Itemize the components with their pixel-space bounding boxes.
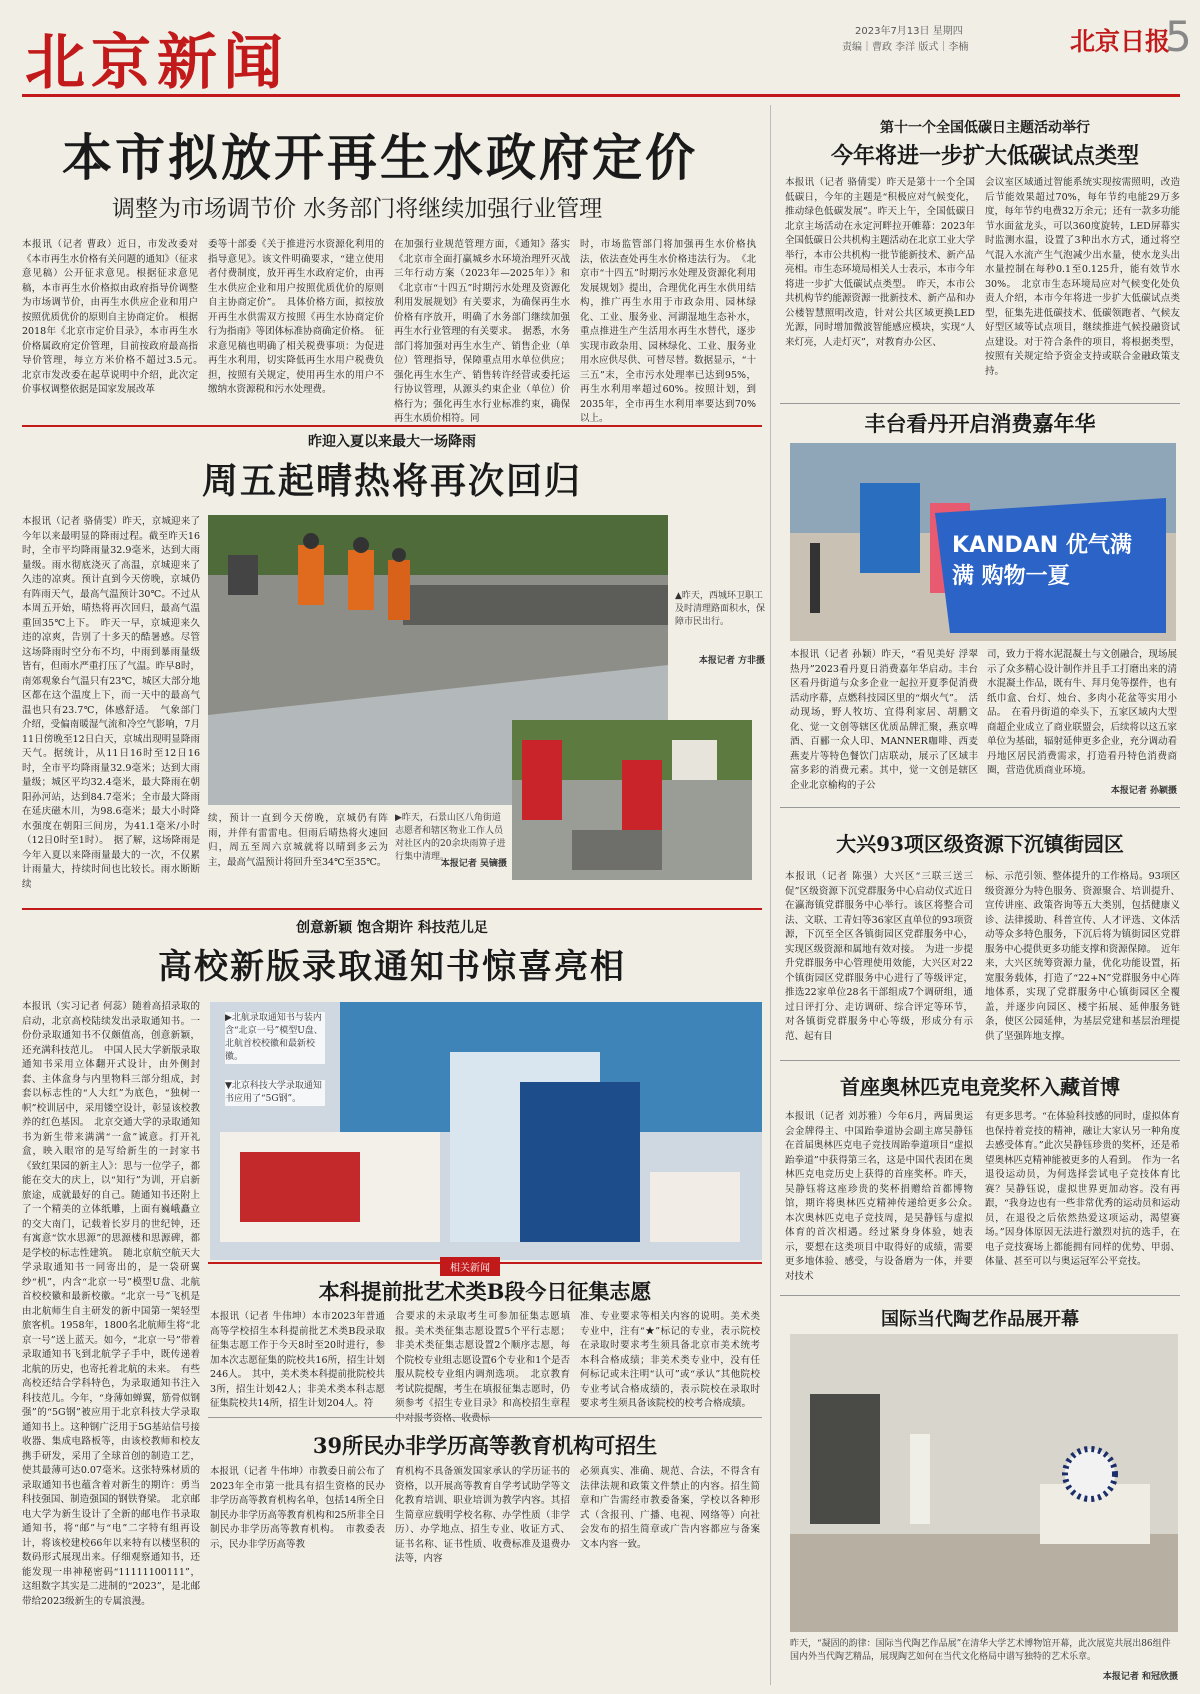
masthead-date: 2023年7月13日 星期四 bbox=[855, 26, 963, 37]
private-col-1: 本报讯（记者 牛伟坤）市教委日前公布了2023年全市第一批具有招生资格的民办非学历高等教育机构名单，包括14所全日制民办非学历高等教育机构和25所非全日制民办非学历高等教育机构。 市教委表示，民办非学历高等教 bbox=[210, 1466, 385, 1550]
masthead-editors: 责编｜曹政 李洋 版式｜李楠 bbox=[842, 42, 969, 53]
daxing-headline: 大兴93项区级资源下沉镇街园区 bbox=[836, 832, 1124, 856]
ceramic-headline: 国际当代陶艺作品展开幕 bbox=[881, 1309, 1079, 1330]
rain-caption-1: ▲昨天，西城环卫职工及时清理路面积水，保障市民出行。 bbox=[675, 591, 766, 627]
daxing-col-2: 标、示范引领、整体提升的工作格局。93项区级资源分为特色服务、资源聚合、培训提升、宣传讲座、政策咨询等五大类别，包括健康义诊、法律援助、科普宣传、人才评选、文体活动等众多特色服务，下沉后将为镇街园区党群服务中心提供更多功能支撑和资源保障。 近年来，大兴区统筹资源力量，优化功能设置，拓宽服务载体，打造了“22+N”党群服务中心阵地体系，实现了党群服务中心镇街园区全覆盖，并逐步向园区、楼宇拓展、延伸服务链条，使区公园延伸，为基层党建和基层治理提供了坚强阵地支撑。 bbox=[985, 871, 1180, 1042]
rain-credit-2: 本报记者 吴镝摄 bbox=[440, 859, 507, 869]
fengtai-photo-text: KANDAN 优气满满 购物一夏 bbox=[952, 533, 1132, 589]
art-headline: 本科提前批艺术类B段今日征集志愿 bbox=[318, 1279, 652, 1304]
admission-kicker: 创意新颖 饱含期许 科技范儿足 bbox=[296, 920, 488, 936]
rain-col-2: 续，预计一直到今天傍晚，京城仍有阵雨，并伴有雷雷电。但雨后晴热将火速回归，周五至周六京城就将以晴到多云为主，最高气温预计将回升至34℃至35℃。 bbox=[208, 813, 388, 868]
fengtai-col-2: 司，致力于将水泥混凝土与文创融合，现场展示了众多精心设计制作并且手工打磨出来的清水混凝土作品，既有牛、拜月兔等摆件，也有纸巾盒、台灯、烛台、多肉小花盆等实用小品。 在看丹街道的牵头下，五家区域内大型商超企业成立了商业联盟会，后续将以这五家单位为基础，辐射延伸更多企业，充分调动看丹地区居民消费需求，打造看丹特色消费商圈，营造优质商业环境。 bbox=[987, 649, 1178, 776]
fengtai-col-1: 本报讯（记者 孙颖）昨天，“看见美好 浮翠热丹”2023看丹夏日消费嘉年华启动。丰台区看丹街道与众多企业一起拉开夏季促消费活动序幕，点燃科技园区里的“烟火气”。 活动现场，野人牧坊、宜得利家居、胡鹏文化、觉一文创等辖区优质品牌汇聚，燕京啤酒、百郦一众人印、MANNER咖啡、西麦燕麦片等特色餐饮门店联动，展示了区域丰富多彩的消费元素。其中，觉一文创是辖区企业北京榆构的子公 bbox=[790, 649, 978, 791]
admission-caption-2: ▼北京科技大学录取通知书应用了“5G钢”。 bbox=[225, 1080, 325, 1106]
daxing-col-1: 本报讯（记者 陈强）大兴区“三联三送三促”区级资源下沉党群服务中心启动仪式近日在瀛海镇党群服务中心举行。该区将整合司法、文联、工青妇等36家区直单位的93项资源，下沉至全区各镇街园区党群服务中心，实现区级资源和属地有效对接。 为进一步提升党群服务中心管理使用效能，大兴区对22个镇街园区党群服务中心进行了等级评定，推选22家单位28名干部组成7个调研组，通过日评打分、走访调研、综合评定等环节，对各镇街党群服务中心等级，形成分有示范、起有目 bbox=[785, 871, 973, 1042]
olympic-col-2: 有更多思考。“在体验科技感的同时，虚拟体育也保持着竞技的精神，融让大家认另一种角度去感受体育。”此次吴静钰珍贵的奖杯，还是希望奥林匹克精神能被更多的人看到。 作为一名退役运动员，为何选择尝试电子竞技体育比赛？吴静钰说，虚拟世界更加动容。没有再跟，“我身边也有一些非常优秀的运动员和运动员，在退役之后依然热爱这项运动，渴望赛场。”因身体原因无法进行激烈对抗的选手，在电子竞技赛场上都能拥有同样的优势、甲弱、体量、甚至可以与奥运冠军公平竞技。 bbox=[985, 1111, 1180, 1267]
rain-caption-2: ▶昨天，石景山区八角街道志愿者和辖区物业工作人员对社区内的20余块雨箅子进行集中清理。 bbox=[395, 813, 506, 862]
olympic-headline: 首座奥林匹克电竞奖杯入藏首博 bbox=[840, 1075, 1120, 1099]
art-col-2: 合要求的未录取考生可参加征集志愿填报。美术类征集志愿设置5个平行志愿；非美术类征集志愿设置2个顺序志愿，每个院校专业组志愿设置6个专业和1个是否服从院校专业组内调剂选项。 北京教育考试院提醒，考生在填报征集志愿时，仍须参考《招生专业目录》和高校招生章程中对报考资格、收费标 bbox=[395, 1311, 570, 1424]
art-col-1: 本报讯（记者 牛伟坤）本市2023年普通高等学校招生本科提前批艺术类B段录取征集志愿工作于今天8时至20时进行，参加本次志愿征集的院校共16所，招生计划246人。 其中，美术类本科提前批院校共3所，招生计划42人；非美术类本科志愿征集院校共14所，招生计划204人。符 bbox=[210, 1311, 385, 1409]
ceramic-photo bbox=[790, 1334, 1178, 1632]
divider bbox=[780, 403, 1180, 404]
private-col-3: 必须真实、准确、规范、合法，不得含有法律法规和政策文件禁止的内容。招生简章和广告需经市教委备案，学校以各种形式（含报刊、广播、电视、网络等）向社会发布的招生简章或广告内容都应与备案文本内容一致。 bbox=[580, 1466, 760, 1550]
rain-headline: 周五起晴热将再次回归 bbox=[201, 460, 582, 502]
admission-rule bbox=[22, 908, 762, 910]
page-number: 5 bbox=[1165, 12, 1192, 61]
masthead-rule bbox=[22, 94, 1180, 97]
lowcarbon-headline: 今年将进一步扩大低碳试点类型 bbox=[830, 143, 1139, 169]
divider bbox=[780, 1060, 1180, 1061]
lead-col-1: 本报讯（记者 曹政）近日，市发改委对《本市再生水价格有关问题的通知》（征求意见稿）公开征求意见。根据征求意见稿，本市再生水价格拟由政府指导价调整为市场调节价，由再生水供应企业和用户按照优质优价的原则自主协商定价。 根据2018年《北京市定价目录》，本市再生水价格属政府定价管理，目前按政府最高指导价管理，每立方米价格不超过3.5元。 北京市发改委在起草说明中介绍，此次定价事权调整依据是国家发展改革 bbox=[22, 239, 208, 395]
ceramic-caption: 昨天，“凝固的韵律：国际当代陶艺作品展”在清华大学艺术博物馆开幕，此次展览共展出86组件国内外当代陶艺精品，展现陶艺如何在当代文化格局中谱写独特的艺术乐章。 bbox=[790, 1639, 1171, 1662]
paper-logo: 北京日报 bbox=[1070, 27, 1171, 56]
masthead-title: 北京新闻 bbox=[25, 28, 289, 98]
lowcarbon-kicker: 第十一个全国低碳日主题活动举行 bbox=[880, 120, 1090, 136]
lead-col-2: 委等十部委《关于推进污水资源化利用的指导意见》。该文件明确要求，“建立使用者付费制度，放开再生水政府定价，由再生水供应企业和用户按照优质优价的原则自主协商定价”。 具体价格方面，拟按放开再生水供需双方按照《再生水协商定价行为指南》等团体标准协商确定价格。 征求意见稿也明确了相关税费事项：为促进再生水利用，切实降低再生水用户税费负担，按照有关规定，使用再生水的用户不缴纳水资源税和污水处理费。 bbox=[208, 239, 384, 395]
admission-headline: 高校新版录取通知书惊喜亮相 bbox=[158, 947, 626, 987]
lead-headline: 本市拟放开再生水政府定价 bbox=[62, 129, 698, 187]
admission-col-1: 本报讯（实习记者 何蕊）随着高招录取的启动，北京高校陆续发出录取通知书。一份份录取通知书不仅颇值高，创意新颖，还充满科技范儿。 中国人民大学新版录取通知书采用立体翻开式设计，由外侧封套、主体盒身与内里物料三部分组成，封套以标志性的“人大红”为底色，“独树一帜”校训居中，采用镂空设计，彰显该校教养的红色基因。 北京交通大学的录取通知书为新生带来满满“一盒”诚意。打开礼盒，映入眼帘的是写给新生的一封家书《致红果园的新主人》：思与一位学子，都能在交大的庆上，以“知行”为训，开启新旅途，成就最好的自己。随通知书还附上了一个精美的立体纸雕，上面有巍峨矗立的交大南门，记载着长岁月的世纪钟，还有寓意“饮水思源”的思源楼和思源碑，都是学校的标志性建筑。 随北京航空航天大学录取通知书一同寄出的，是一袋研翼纱“机”，内含“北京一号”模型U盘、北航首校校徽和最新校徽。“北京一号”飞机是由北航师生自主研发的新中国第一架轻型旅客机。1958年，1800名北航师生将“北京一号”送上蓝天。如今，“北京一号”带着录取通知书飞到北航学子手中，既传递着北航的历史，也寄托着北航的未来。 有些高校还结合学科特色，为录取通知书注入科技范儿。今年，“身薄如蝉翼，筋骨似钢强”的“5G钢”被应用于北京科技大学录取通知书上。这种钢广泛用于5G基站信号接收器、集成电路板等，由该校教师和校友携手研发，采用了全球首创的制造工艺，使其最薄可达0.07毫米。这张特殊材质的录取通知书也蕴含着对新生的期许：勇当科技强国、制造强国的钢铁脊梁。 北京邮电大学为新生设计了全新的邮电作书录取通知书，将“邮”与“电”二字特有组再设计，将该校建校66年以来特有以楼坚积的数码形式展现出来。仔细观察通知书，还能发现一串神秘密码“11111100111”，这组数字其实是二进制的“2023”，是北邮带给2023级新生的专属浪漫。 bbox=[22, 1001, 200, 1607]
fengtai-credit: 本报记者 孙颖摄 bbox=[1110, 786, 1177, 796]
art-col-3: 准、专业要求等相关内容的说明。美术类专业中，注有“★”标记的专业，表示院校在录取时要求考生须具备北京市美术统考本科合格成绩；非美术类专业中，没有任何标记或未注明“认可”或“承认”其他院校专业考试合格成绩的，表示院校在录取时要求考生须具备该院校的校考合格成绩。 bbox=[580, 1311, 760, 1409]
rain-volunteer-photo bbox=[512, 720, 752, 880]
olympic-col-1: 本报讯（记者 刘苏雅）今年6月，两届奥运会金牌得主、中国跆拳道协会副主席吴静钰在首届奥林匹克电子竞技周跆拳道项目“虚拟跆拳道”中获得第三名，这是中国代表团在奥林匹克电竞历史上获得的首座奖杯。昨天，吴静钰将这座珍贵的奖杯捐赠给首都博物馆，期许将奥林匹克精神传递给更多公众。 本次奥林匹克电子竞技周，是吴静钰与虚拟体育的首次相遇。经过紧身身体验，她表示，要想在这类项目中取得好的成绩，需要更多地体验、感受，与设备磨为一体，并要对技术 bbox=[785, 1111, 983, 1282]
divider bbox=[780, 807, 1180, 808]
lead-col-3: 在加强行业规范管理方面，《通知》落实《北京市全面打赢城乡水环境治理歼灭战三年行动方案（2023年—2025年）》和《北京市“十四五”时期污水处理及资源化利用发展规划》有关要求，为确保再生水价格有序放开，明确了水务部门继续加强再生水行业管理的有关要求。 据悉，水务部门将加强对再生水生产、销售企业（单位）管理指导，保障重点用水单位供应；强化再生水生产、销售转许经营或委托运行协议管理，从源头约束企业（单位）价格行为；强化再生水行业标准约束，确保再生水质价相符。同 bbox=[394, 239, 570, 424]
divider bbox=[780, 1295, 1180, 1296]
related-news-tag: 相关新闻 bbox=[440, 1257, 500, 1276]
rain-rule bbox=[22, 425, 762, 427]
divider bbox=[208, 1417, 762, 1418]
lowcarbon-col-2: 会议室区域通过智能系统实现按需照明，改造后节能效果超过70%，每年节约电能29万多度，每年节约电费32万余元；还有一款多功能节水面盆龙头，可以360度旋转，LED屏幕实时监测水温，设置了3种出水方式，通过将空气混入水流产生气泡减少出水量，使水龙头出水量控制在每秒0.1至0.125升，能有效节水30%。 北京市生态环境局应对气候变化处负责人介绍，本市今年将进一步扩大低碳试点类型，征集先进低碳技术、低碳领跑者、气候友好型区域等试点项目，继续推进气候投融资试点建设。对于符合条件的项目，将根据类型，按照有关规定给予资金支持或联合金融政策支持。 bbox=[985, 177, 1180, 377]
admission-caption-1: ▶北航录取通知书与装内含“北京一号”模型U盘、北航首校校徽和最新校徽。 bbox=[225, 1012, 325, 1064]
lead-subhead: 调整为市场调节价 水务部门将继续加强行业管理 bbox=[112, 196, 603, 222]
ceramic-credit: 本报记者 和冠欣摄 bbox=[1102, 1672, 1178, 1682]
rain-credit-1: 本报记者 方非摄 bbox=[698, 656, 765, 666]
rain-col-1: 本报讯（记者 骆倩雯）昨天，京城迎来了今年以来最明显的降雨过程。截至昨天16时，全市平均降雨量32.9毫米，达到大雨量级。雨水彻底浇灭了高温，京城迎来了久违的凉爽。预计直到今天傍晚，京城仍有阵雨天气，最高气温预计30℃。不过从本周五开始，晴热将再次回归，最高气温重回35℃上下。 昨天一早，京城迎来久违的凉爽，告别了十多天的酷暑感。尽管这场降雨时空分布不均，中雨到暴雨量级皆有，但雨水严重打压了气温。昨早8时，南郊观象台气温只有23℃，城区大部分地区都在这个温度上下，而一天中的最高气温也只有23.7℃，体感舒适。 气象部门介绍，受偏南暖湿气流和冷空气影响，7月11日傍晚至12日白天，京城出现明显降雨天气。据统计，从11日16时至12日16时，全市平均降雨量32.9毫米；达到大雨量级；城区平均32.4毫米，最大降雨在朝阳孙河站，达到84.7毫米；全市最大降雨在延庆磁木川，为98.6毫米；最大小时降水强度在朝阳三间房，为41.1毫米/小时（12日0时至1时）。 据了解，这场降雨是今年入夏以来降雨量最大的一次，不仅累计雨量大，持续时间也比较长。雨水断断续 bbox=[22, 516, 200, 890]
lowcarbon-col-1: 本报讯（记者 骆倩雯）昨天是第十一个全国低碳日，今年的主题是“积极应对气候变化，推动绿色低碳发展”。昨天上午，全国低碳日北京主场活动在永定河畔拉开帷幕：2023年全国低碳日公共机构主题活动在北京工业大学举行，本市公共机构一批节能新技术、新产品亮相。市生态环境局相关人士表示，本市今年将进一步扩大低碳试点类型。 昨天，本市公共机构节约能源资源一批新技术、新产品和办公楼智慧照明改造，针对公共区域更换LED光源，同时增加微波智能感应模块，实现“人来灯亮，人走灯灭”，对教育办公区、 bbox=[785, 177, 976, 348]
column-divider bbox=[770, 105, 771, 1685]
rain-kicker: 昨迎入夏以来最大一场降雨 bbox=[308, 434, 476, 450]
private-headline: 39所民办非学历高等教育机构可招生 bbox=[312, 1433, 658, 1458]
private-col-2: 育机构不具备颁发国家承认的学历证书的资格，以开展高等教育自学考试助学等文化教育培训、职业培训为教学内容。其招生简章应载明学校名称、办学性质（非学历）、办学地点、招生专业、收证方式、证书名称、证书性质、收费标准及退费办法等，内容 bbox=[395, 1466, 570, 1564]
fengtai-headline: 丰台看丹开启消费嘉年华 bbox=[864, 411, 1096, 436]
lead-col-4: 时，市场监管部门将加强再生水价格执法，依法查处再生水价格违法行为。 《北京市“十四五”时期污水处理及资源化利用发展规划》提出，合理优化再生水供用结构，推广再生水用于市政杂用、园林绿化、工业、服务业、河湖湿地生态补水，重点推进生产生活用水再生水替代，逐步实现市政杂用、园林绿化、工业、服务业用水应供尽供、可替尽替。数据显示，“十三五”末，全市污水处理率已达到95%，再生水利用率超过60%。按照计划，到2035年，全市再生水利用率要达到70%以上。 bbox=[580, 239, 756, 424]
